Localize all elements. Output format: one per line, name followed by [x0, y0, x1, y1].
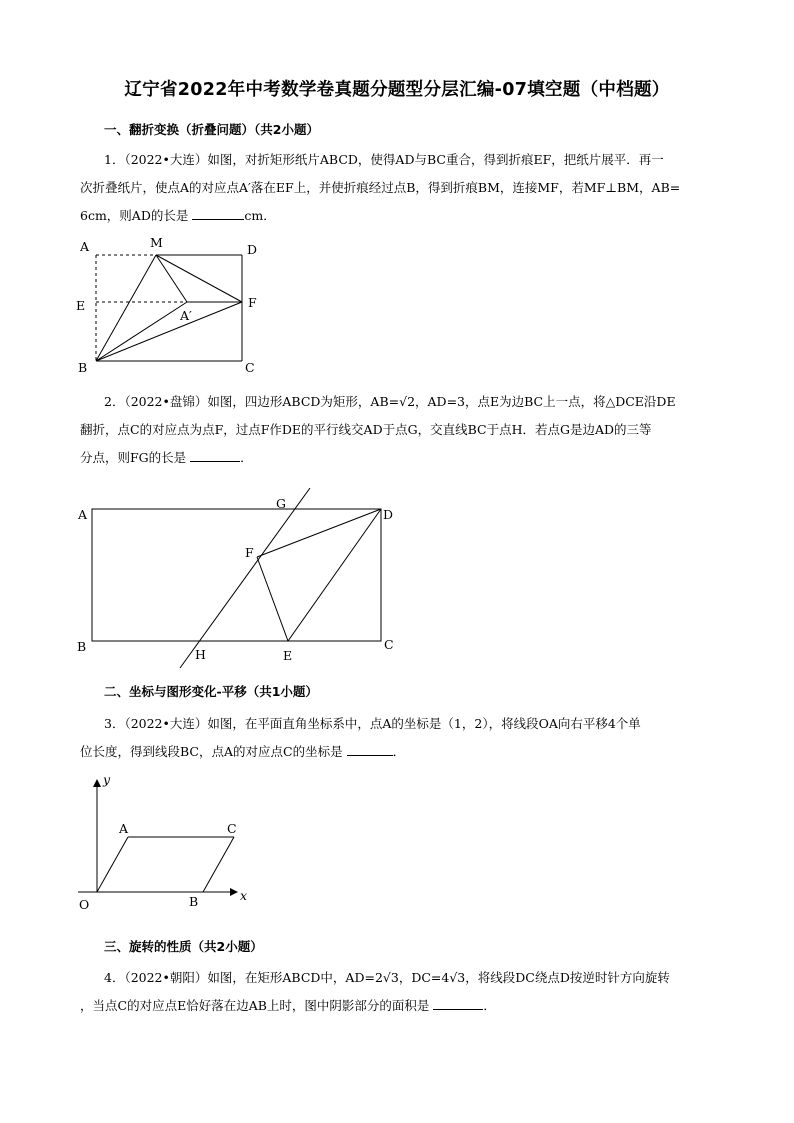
problem-1-line-1: 1．（2022•大连）如图，对折矩形纸片ABCD，使得AD与BC重合，得到折痕EF，把纸片展平．再一 [104, 152, 664, 167]
fig2-label-B: B [77, 639, 87, 654]
fig3-label-B: B [189, 894, 199, 909]
problem-1 [80, 146, 720, 230]
fig2-segment-ED [288, 509, 381, 641]
fig2-label-C: C [384, 637, 394, 652]
fig1-label-B: B [78, 360, 88, 375]
fig1-segment-MF [156, 255, 242, 302]
page-title: 辽宁省2022年中考数学卷真题分题型分层汇编-07填空题（中档题） [124, 80, 670, 100]
fig1-label-E: E [76, 298, 86, 313]
problem-2-tail: ． [240, 450, 253, 465]
fig2-label-E: E [283, 648, 293, 663]
section-heading-1: 一、翻折变换（折叠问题）（共2小题） [104, 122, 319, 137]
answer-blank-1 [192, 219, 244, 220]
problem-3-tail: ． [392, 744, 406, 759]
fig2-label-H: H [195, 647, 206, 662]
fig2-rectangle-ABCD [92, 509, 381, 641]
answer-blank-4 [433, 1009, 483, 1010]
fig3-label-A: A [119, 821, 129, 836]
problem-2-line-2: 翻折，点C的对应点为点F，过点F作DE的平行线交AD于点G，交直线BC于点H．若点G是边AD的三等 [80, 422, 652, 437]
fig1-label-D: D [247, 242, 258, 257]
fig1-segment-BM [96, 255, 156, 361]
figure-2 [70, 488, 410, 670]
fig3-label-O: O [79, 897, 90, 912]
problem-4-line-2: ，当点C的对应点E恰好落在边AB上时，图中阴影部分的面积是 [80, 998, 430, 1013]
problem-2-line-3: 分点，则FG的长是 [80, 450, 187, 465]
answer-blank-2 [190, 461, 240, 462]
fig1-label-A: A [80, 239, 90, 254]
problem-4-tail: ． [483, 998, 496, 1013]
fig1-label-C: C [245, 360, 255, 375]
problem-1-line-2: 次折叠纸片，使点A的对应点A′落在EF上，并使折痕经过点B，得到折痕BM，连接MF，若MF⊥BM，AB= [80, 180, 681, 195]
section-heading-2: 二、坐标与图形变化-平移（共1小题） [104, 684, 318, 699]
fig1-segment-BF [96, 302, 242, 361]
fig1-label-A1: A′ [180, 308, 192, 323]
problem-3 [80, 710, 720, 766]
answer-blank-3 [347, 755, 393, 756]
problem-3-line-1: 3．（2022•大连）如图，在平面直角坐标系中，点A的坐标是（1，2），将线段OA向右平移4个单 [104, 716, 641, 731]
problem-1-tail: cm． [244, 208, 276, 223]
problem-4-line-1: 4．（2022•朝阳）如图，在矩形ABCD中，AD=2√3，DC=4√3，将线段DC绕点D按逆时针方向旋转 [104, 970, 670, 985]
fig3-label-x: x [240, 888, 248, 903]
figure-3 [70, 770, 260, 918]
fig3-segment-OA [97, 837, 128, 892]
fig3-label-y: y [103, 772, 111, 787]
fig1-label-F: F [248, 295, 257, 310]
problem-4 [80, 964, 720, 1020]
fig3-segment-CB [203, 837, 234, 892]
fig2-segment-FE [257, 557, 288, 641]
problem-1-line-3: 6cm，则AD的长是 [80, 208, 189, 223]
figure-1 [70, 232, 270, 378]
fig2-label-D: D [383, 507, 394, 522]
fig2-label-A: A [78, 507, 88, 522]
problem-2-line-1: 2．（2022•盘锦）如图，四边形ABCD为矩形，AB=√2，AD=3，点E为边BC上一点，将△DCE沿DE [104, 394, 676, 409]
fig3-label-C: C [227, 821, 237, 836]
fig2-label-G: G [276, 496, 286, 511]
fig1-label-M: M [150, 235, 163, 250]
problem-3-line-2: 位长度，得到线段BC，点A的对应点C的坐标是 [80, 744, 343, 759]
fig2-segment-FD [257, 509, 381, 557]
fig1-segment-MA1 [156, 255, 187, 302]
problem-2 [80, 388, 720, 472]
fig1-segment-BA1 [96, 302, 187, 361]
section-heading-3: 三、旋转的性质（共2小题） [104, 939, 263, 954]
fig2-label-F: F [245, 545, 254, 560]
